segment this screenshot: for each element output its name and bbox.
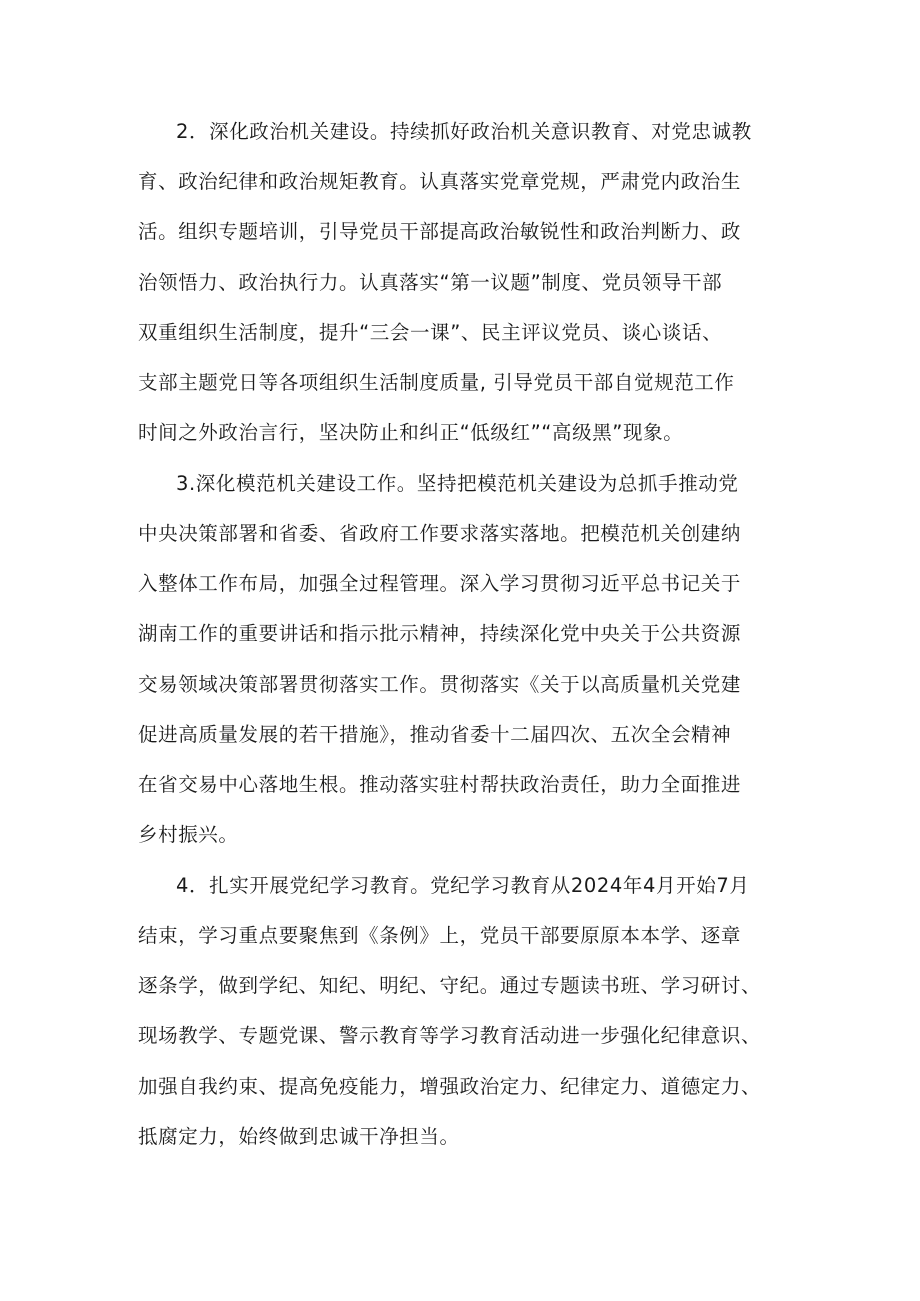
paragraph-item-4-line-3: 逐条学，做到学纪、知纪、明纪、守纪。通过专题读书班、学习研讨、 <box>138 974 762 997</box>
paragraph-item-3-line-8: 乡村振兴。 <box>138 823 239 846</box>
paragraph-item-2-line-6: 支部主题党日等各项组织生活制度质量, 引导党员干部自觉规范工作 <box>138 371 735 394</box>
paragraph-item-3-line-3: 入整体工作布局，加强全过程管理。深入学习贯彻习近平总书记关于 <box>138 572 742 595</box>
paragraph-item-4-line-1: 4．扎实开展党纪学习教育。党纪学习教育从2024年4月开始7月 <box>176 874 750 897</box>
paragraph-item-3-line-5: 交易领域决策部署贯彻落实工作。贯彻落实《关于以高质量机关党建 <box>138 673 742 696</box>
paragraph-item-4-line-4: 现场教学、专题党课、警示教育等学习教育活动进一步强化纪律意识、 <box>138 1024 762 1047</box>
paragraph-item-3-line-4: 湖南工作的重要讲话和指示批示精神，持续深化党中央关于公共资源 <box>138 622 742 645</box>
paragraph-item-4-line-2: 结束，学习重点要聚焦到《条例》上，党员干部要原原本本学、逐章 <box>138 924 742 947</box>
paragraph-item-4-line-5: 加强自我约束、提高免疫能力，增强政治定力、纪律定力、道德定力、 <box>138 1075 762 1098</box>
paragraph-item-3-line-2: 中央决策部署和省委、省政府工作要求落实落地。把模范机关创建纳 <box>138 522 742 545</box>
paragraph-item-3-line-7: 在省交易中心落地生根。推动落实驻村帮扶政治责任，助力全面推进 <box>138 773 742 796</box>
paragraph-item-2-line-2: 育、政治纪律和政治规矩教育。认真落实党章党规，严肃党内政治生 <box>138 170 742 193</box>
paragraph-item-2-line-7: 时间之外政治言行，坚决防止和纠正“低级红”“高级黑”现象。 <box>138 421 684 444</box>
paragraph-item-2-line-1: 2．深化政治机关建设。持续抓好政治机关意识教育、对党忠诚教 <box>176 120 752 143</box>
paragraph-item-3-line-6: 促进高质量发展的若干措施》，推动省委十二届四次、五次全会精神 <box>138 723 732 746</box>
paragraph-item-3-line-1: 3.深化模范机关建设工作。坚持把模范机关建设为总抓手推动党 <box>176 472 739 495</box>
paragraph-item-2-line-4: 治领悟力、政治执行力。认真落实“第一议题”制度、党员领导干部 <box>138 271 723 294</box>
paragraph-item-2-line-3: 活。组织专题培训，引导党员干部提高政治敏锐性和政治判断力、政 <box>138 220 742 243</box>
paragraph-item-4-line-6: 抵腐定力，始终做到忠诚干净担当。 <box>138 1125 460 1148</box>
paragraph-item-2-line-5: 双重组织生活制度，提升“三会一课”、民主评议党员、谈心谈话、 <box>138 321 723 344</box>
